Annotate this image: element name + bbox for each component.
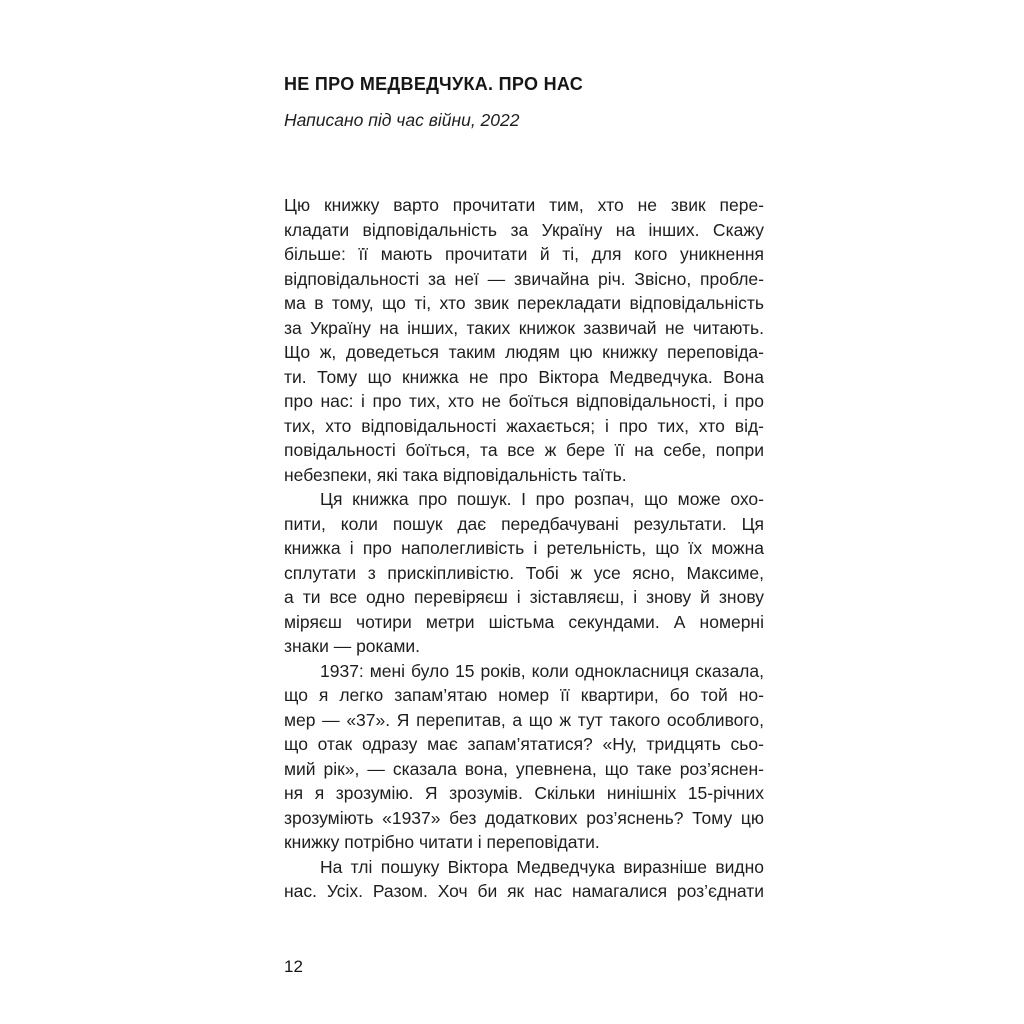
text-line: Цю книжку варто прочитати тим, хто не звик пере- (284, 195, 764, 215)
text-line: книжка і про наполегливість і ретельність, що їх можна (284, 538, 764, 558)
text-line: знаки — роками. (284, 636, 420, 656)
body-text (284, 193, 764, 904)
text-line: зрозуміють «1937» без додаткових роз’яснень? Тому цю (284, 807, 764, 828)
text-line: мер — «37». Я перепитав, а що ж тут такого особливого, (284, 709, 764, 730)
text-line: небезпеки, які така відповідальність таїть. (284, 464, 627, 485)
text-line: за Україну на інших, таких книжок зазвичай не читають. (284, 317, 764, 338)
page-number: 12 (284, 957, 303, 976)
text-line: ня я зрозумію. Я зрозумів. Скільки нинішніх 15-річних (284, 783, 764, 803)
text-line: що отак одразу має запам’ятатися? «Ну, тридцять сьо- (284, 734, 764, 754)
text-line: мий рік», — сказала вона, упевнена, що таке роз’яснен- (284, 758, 764, 779)
text-line: пити, коли пошук дає передбачувані результати. Ця (284, 513, 764, 534)
text-line: ти. Тому що книжка не про Віктора Медведчука. Вона (284, 366, 764, 387)
text-line: 1937: мені було 15 років, коли однокласниця сказала, (320, 660, 764, 681)
text-line: книжку потрібно читати і переповідати. (284, 832, 600, 852)
text-line: кладати відповідальність за Україну на інших. Скажу (284, 219, 764, 240)
text-line: більше: її мають прочитати й ті, для кого уникнення (284, 244, 764, 264)
chapter-title: НЕ ПРО МЕДВЕДЧУКА. ПРО НАС (284, 74, 584, 94)
text-line: відповідальності за неї — звичайна річ. Звісно, пробле- (284, 268, 764, 289)
text-line: що я легко запам’ятаю номер її квартири, бо той но- (284, 685, 764, 705)
text-line: сплутати з прискіпливістю. Тобі ж усе ясно, Максиме, (284, 562, 764, 583)
text-line: ма в тому, що ті, хто звик перекладати відповідальність (284, 293, 764, 313)
text-line: про нас: і про тих, хто не боїться відповідальності, і про (284, 391, 764, 411)
text-line: На тлі пошуку Віктора Медведчука виразніше видно (320, 856, 764, 877)
text-line: тих, хто відповідальності жахається; і про тих, хто від- (284, 415, 764, 436)
text-line: Що ж, доведеться таким людям цю книжку переповіда- (284, 342, 764, 362)
text-line: а ти все одно перевіряєш і зіставляєш, і знову й знову (284, 587, 764, 607)
text-line: Ця книжка про пошук. І про розпач, що може охо- (320, 489, 764, 509)
chapter-subtitle: Написано під час війни, 2022 (284, 110, 520, 130)
text-line: повідальності боїться, та все ж бере її на себе, попри (284, 440, 764, 460)
text-line: нас. Усіх. Разом. Хоч би як нас намагалися роз’єднати (284, 881, 764, 901)
text-line: міряєш чотири метри шістьма секундами. А номерні (284, 611, 764, 632)
